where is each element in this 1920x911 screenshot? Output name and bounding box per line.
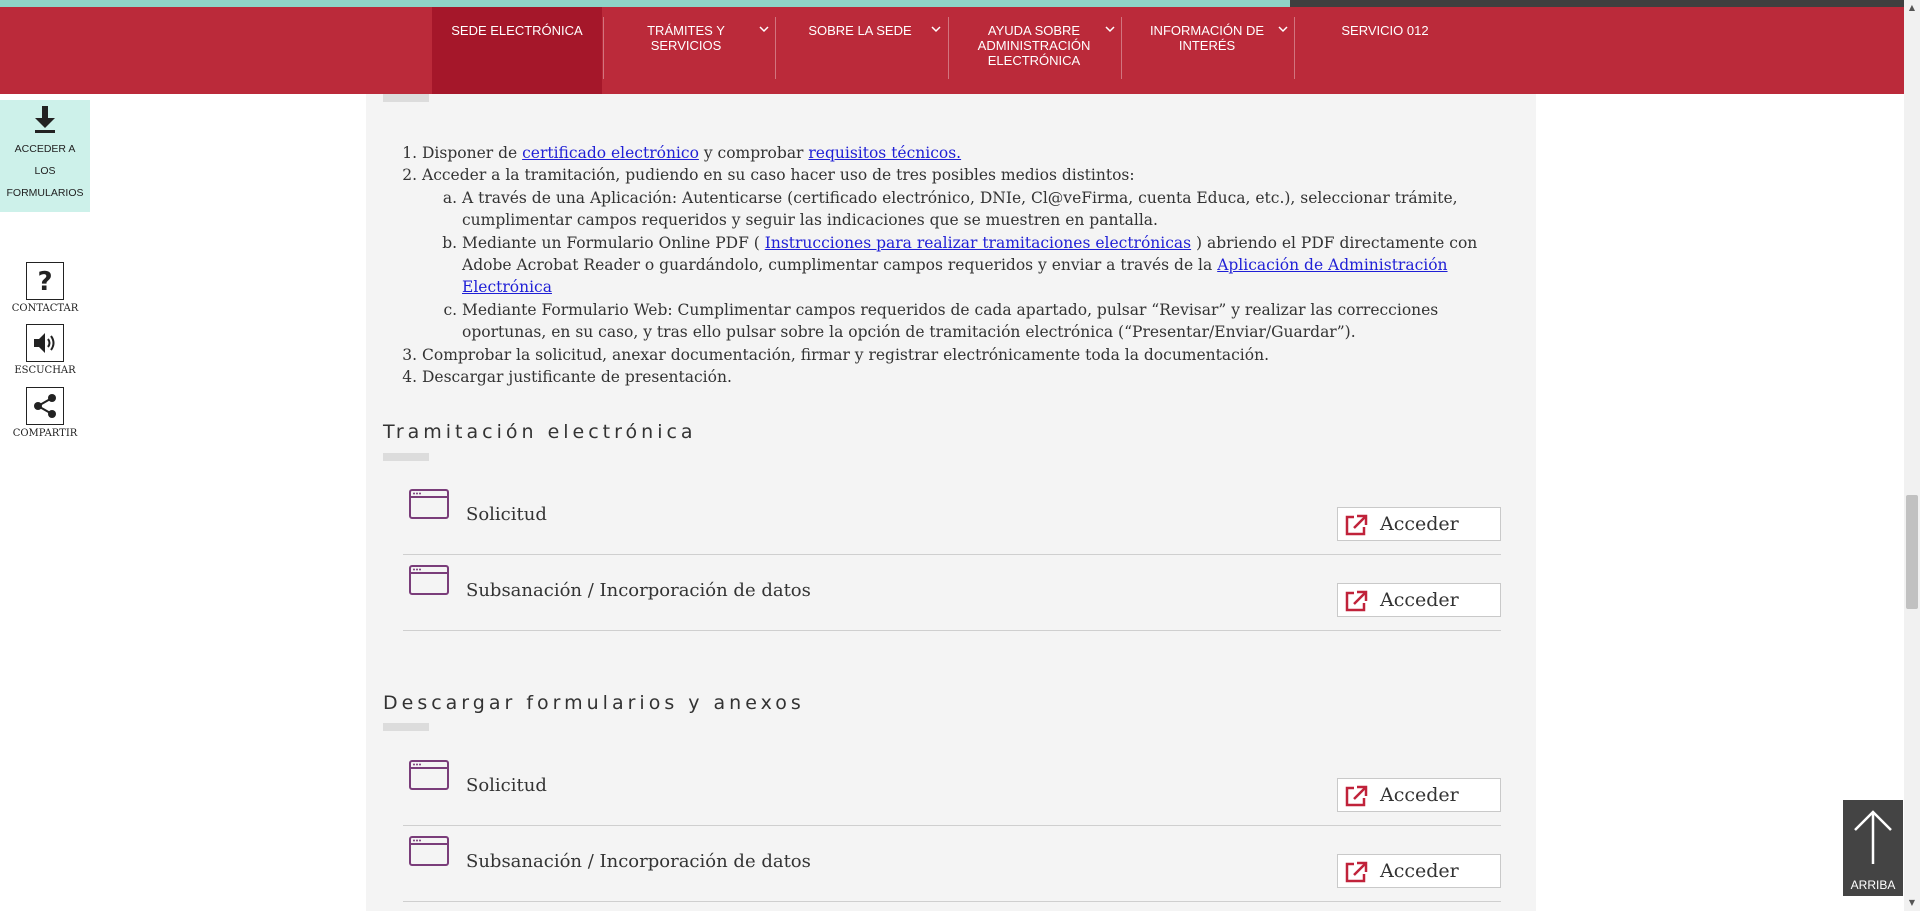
heading-underline-bar bbox=[383, 453, 429, 461]
acceder-label: Acceder bbox=[1380, 860, 1459, 882]
step-text: Acceder a la tramitación, pudiendo en su caso hacer uso de tres posibles medios distintos: bbox=[422, 166, 1135, 185]
external-link-icon bbox=[1344, 590, 1368, 612]
nav-label-line: INFORMACIÓN DE bbox=[1149, 23, 1265, 38]
acceder-button[interactable] bbox=[1337, 583, 1501, 617]
chevron-down-icon[interactable] bbox=[930, 24, 942, 34]
nav-label-line: INTERÉS bbox=[1178, 38, 1236, 53]
nav-label-line: ADMINISTRACIÓN bbox=[977, 38, 1091, 53]
nav-label-line: AYUDA SOBRE bbox=[987, 23, 1081, 38]
row-label: Solicitud bbox=[466, 504, 547, 525]
page-scrollbar[interactable] bbox=[1904, 0, 1920, 911]
step-text: Descargar justificante de presentación. bbox=[422, 368, 732, 387]
nav-item-ayuda-administracion-electronica[interactable] bbox=[949, 7, 1119, 94]
chevron-down-icon[interactable] bbox=[758, 24, 770, 34]
step-text: Disponer de bbox=[422, 144, 523, 162]
step-text: Mediante Formulario Web: Cumplimentar campos requeridos de cada apartado, pulsar “Revisar” y realizar las correcciones oportunas, en su caso, y tras ello pulsar sobre la opción de tramitación electrónica (“Presentar/Enviar/Guardar”). bbox=[462, 300, 1439, 342]
window-icon bbox=[409, 489, 449, 519]
nav-label-line: SERVICIO 012 bbox=[1341, 23, 1429, 38]
external-link-icon bbox=[1344, 861, 1368, 883]
row-label: Subsanación / Incorporación de datos bbox=[466, 580, 811, 601]
window-icon bbox=[409, 565, 449, 595]
nav-item-informacion-interes[interactable] bbox=[1122, 7, 1292, 94]
acceder-button[interactable] bbox=[1337, 778, 1501, 812]
step-text: ) abriendo el PDF directamente con Adobe Acrobat Reader o guardándolo, cumplimentar campos requeridos y enviar a través de la bbox=[462, 233, 1478, 275]
share-label: COMPARTIR bbox=[12, 428, 78, 439]
acceder-label: Acceder bbox=[1380, 784, 1459, 806]
section-title: Tramitación electrónica bbox=[383, 421, 697, 443]
step-item bbox=[422, 366, 1512, 388]
nav-label-line: SERVICIOS bbox=[650, 38, 722, 53]
access-forms-label-line: LOS bbox=[34, 165, 56, 177]
window-icon bbox=[409, 836, 449, 866]
access-forms-label-line: FORMULARIOS bbox=[6, 187, 84, 199]
contact-tool[interactable] bbox=[0, 262, 90, 314]
nav-item-tramites-servicios[interactable] bbox=[604, 7, 768, 94]
top-accent-strip bbox=[0, 0, 1290, 7]
technical-requirements-link[interactable]: requisitos técnicos. bbox=[808, 144, 962, 162]
certificate-link[interactable]: certificado electrónico bbox=[522, 144, 699, 162]
nav-label-line: SEDE ELECTRÓNICA bbox=[451, 23, 583, 38]
heading-underline-bar bbox=[383, 94, 429, 102]
step-text: y comprobar bbox=[698, 144, 809, 162]
contact-label: CONTACTAR bbox=[11, 303, 79, 314]
chevron-down-icon[interactable] bbox=[1277, 24, 1289, 34]
instructions-list bbox=[372, 142, 1512, 388]
scroll-down-arrow-icon[interactable]: ▼ bbox=[1908, 898, 1916, 907]
question-icon bbox=[26, 262, 64, 300]
access-forms-label-line: ACCEDER A bbox=[14, 143, 76, 155]
top-dark-strip bbox=[1290, 0, 1904, 7]
back-to-top-button[interactable] bbox=[1843, 800, 1903, 896]
main-navbar bbox=[0, 7, 1904, 94]
nav-item-sobre-la-sede[interactable] bbox=[776, 7, 944, 94]
step-item bbox=[422, 344, 1512, 366]
procedure-row bbox=[403, 556, 1501, 631]
scroll-thumb[interactable] bbox=[1906, 495, 1918, 609]
section-title: Descargar formularios y anexos bbox=[383, 692, 805, 714]
listen-tool[interactable] bbox=[0, 324, 90, 376]
acceder-label: Acceder bbox=[1380, 589, 1459, 611]
external-link-icon bbox=[1344, 785, 1368, 807]
back-to-top-label: ARRIBA bbox=[1850, 878, 1896, 892]
step-item bbox=[422, 142, 1512, 164]
speaker-icon bbox=[26, 324, 64, 362]
nav-item-servicio-012[interactable] bbox=[1295, 7, 1475, 94]
procedure-row bbox=[403, 751, 1501, 826]
acceder-button[interactable] bbox=[1337, 507, 1501, 541]
substep-item bbox=[462, 299, 1512, 344]
instructions-link[interactable]: Instrucciones para realizar tramitaciones electrónicas bbox=[764, 233, 1192, 252]
heading-underline-bar bbox=[383, 723, 429, 731]
nav-label-line: SOBRE LA SEDE bbox=[808, 23, 912, 38]
nav-label-line: ELECTRÓNICA bbox=[987, 53, 1081, 68]
arrow-up-icon bbox=[1853, 808, 1893, 866]
step-item bbox=[422, 164, 1512, 343]
nav-label-line: TRÁMITES Y bbox=[647, 23, 725, 38]
row-label: Solicitud bbox=[466, 775, 547, 796]
listen-label: ESCUCHAR bbox=[14, 365, 76, 376]
acceder-label: Acceder bbox=[1380, 513, 1459, 535]
substep-item bbox=[462, 232, 1512, 299]
step-text: Comprobar la solicitud, anexar documentación, firmar y registrar electrónicamente toda la documentación. bbox=[422, 345, 1269, 364]
scroll-up-arrow-icon[interactable]: ▲ bbox=[1908, 3, 1916, 12]
substep-item bbox=[462, 187, 1512, 232]
procedure-row bbox=[403, 827, 1501, 902]
nav-item-sede-electronica[interactable] bbox=[432, 7, 602, 94]
step-text: A través de una Aplicación: Autenticarse (certificado electrónico, DNIe, Cl@veFirma, cuenta Educa, etc.), seleccionar trámite, cumplimentar campos requeridos y seguir las indicaciones que se muestren en pantalla. bbox=[462, 188, 1458, 230]
share-icon bbox=[26, 387, 64, 425]
window-icon bbox=[409, 760, 449, 790]
admin-app-link[interactable]: Aplicación de Administración Electrónica bbox=[462, 256, 1448, 297]
external-link-icon bbox=[1344, 514, 1368, 536]
step-text: Mediante un Formulario Online PDF ( bbox=[462, 233, 765, 252]
access-forms-button[interactable] bbox=[0, 100, 90, 212]
svg-text:?: ? bbox=[37, 267, 53, 296]
share-tool[interactable] bbox=[0, 387, 90, 439]
acceder-button[interactable] bbox=[1337, 854, 1501, 888]
row-label: Subsanación / Incorporación de datos bbox=[466, 851, 811, 872]
chevron-down-icon[interactable] bbox=[1104, 24, 1116, 34]
download-icon bbox=[32, 104, 58, 134]
procedure-row bbox=[403, 480, 1501, 555]
